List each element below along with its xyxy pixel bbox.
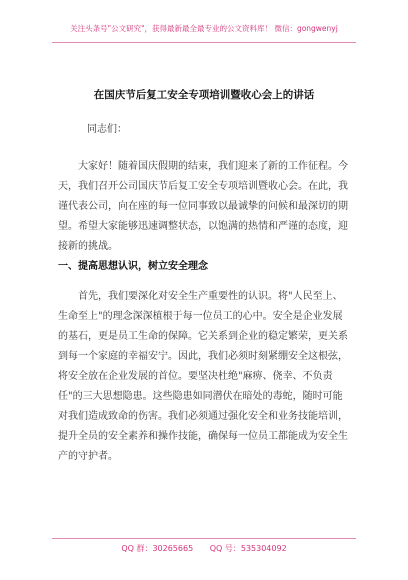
footer-divider [52,538,356,539]
section-paragraph: 首先，我们要深化对安全生产重要性的认识。将"人民至上、生命至上"的理念深深植根于每一位员工的心中。安全是企业发展的基石，更是员工生命的保障。它关系到企业的稳定繁荣，更关系到每一个家庭的幸福安宁。因此，我们必须时刻紧绷安全这根弦，将安全放在企业发展的首位。要坚决杜绝"麻痹、侥幸、不负责任"的三大思想隐患。这些隐患如同潜伏在暗处的毒蛇，随时可能对我们造成致命的伤害。我们必须通过强化安全和业务技能培训，提升全员的安全素养和操作技能，确保每一位员工都能成为安全生产的守护者。 [58,291,348,462]
intro-paragraph: 大家好！随着国庆假期的结束，我们迎来了新的工作征程。今天，我们召开公司国庆节后复工安全专项培训暨收心会。在此，我谨代表公司，向在座的每一位同事致以最诚挚的问候和最深切的期望。希望大家能够迅速调整状态，以饱满的热情和严谨的态度，迎接新的挑战。 [58,161,348,252]
footer-qq-group: QQ 群：30265665 [121,544,194,553]
document-title: 在国庆节后复工安全专项培训暨收心会上的讲话 [93,89,315,101]
header-divider [52,42,356,43]
salutation: 同志们： [87,124,127,135]
footer-qq-number: QQ 号：535304092 [209,544,287,553]
footer-contact [0,543,408,554]
section-heading: 一、提高思想认识，树立安全理念 [58,261,208,272]
header-note: 关注头条号"公文研究"，获得最新最全最专业的公文资料库！ 微信：gongwenyj [70,24,338,33]
